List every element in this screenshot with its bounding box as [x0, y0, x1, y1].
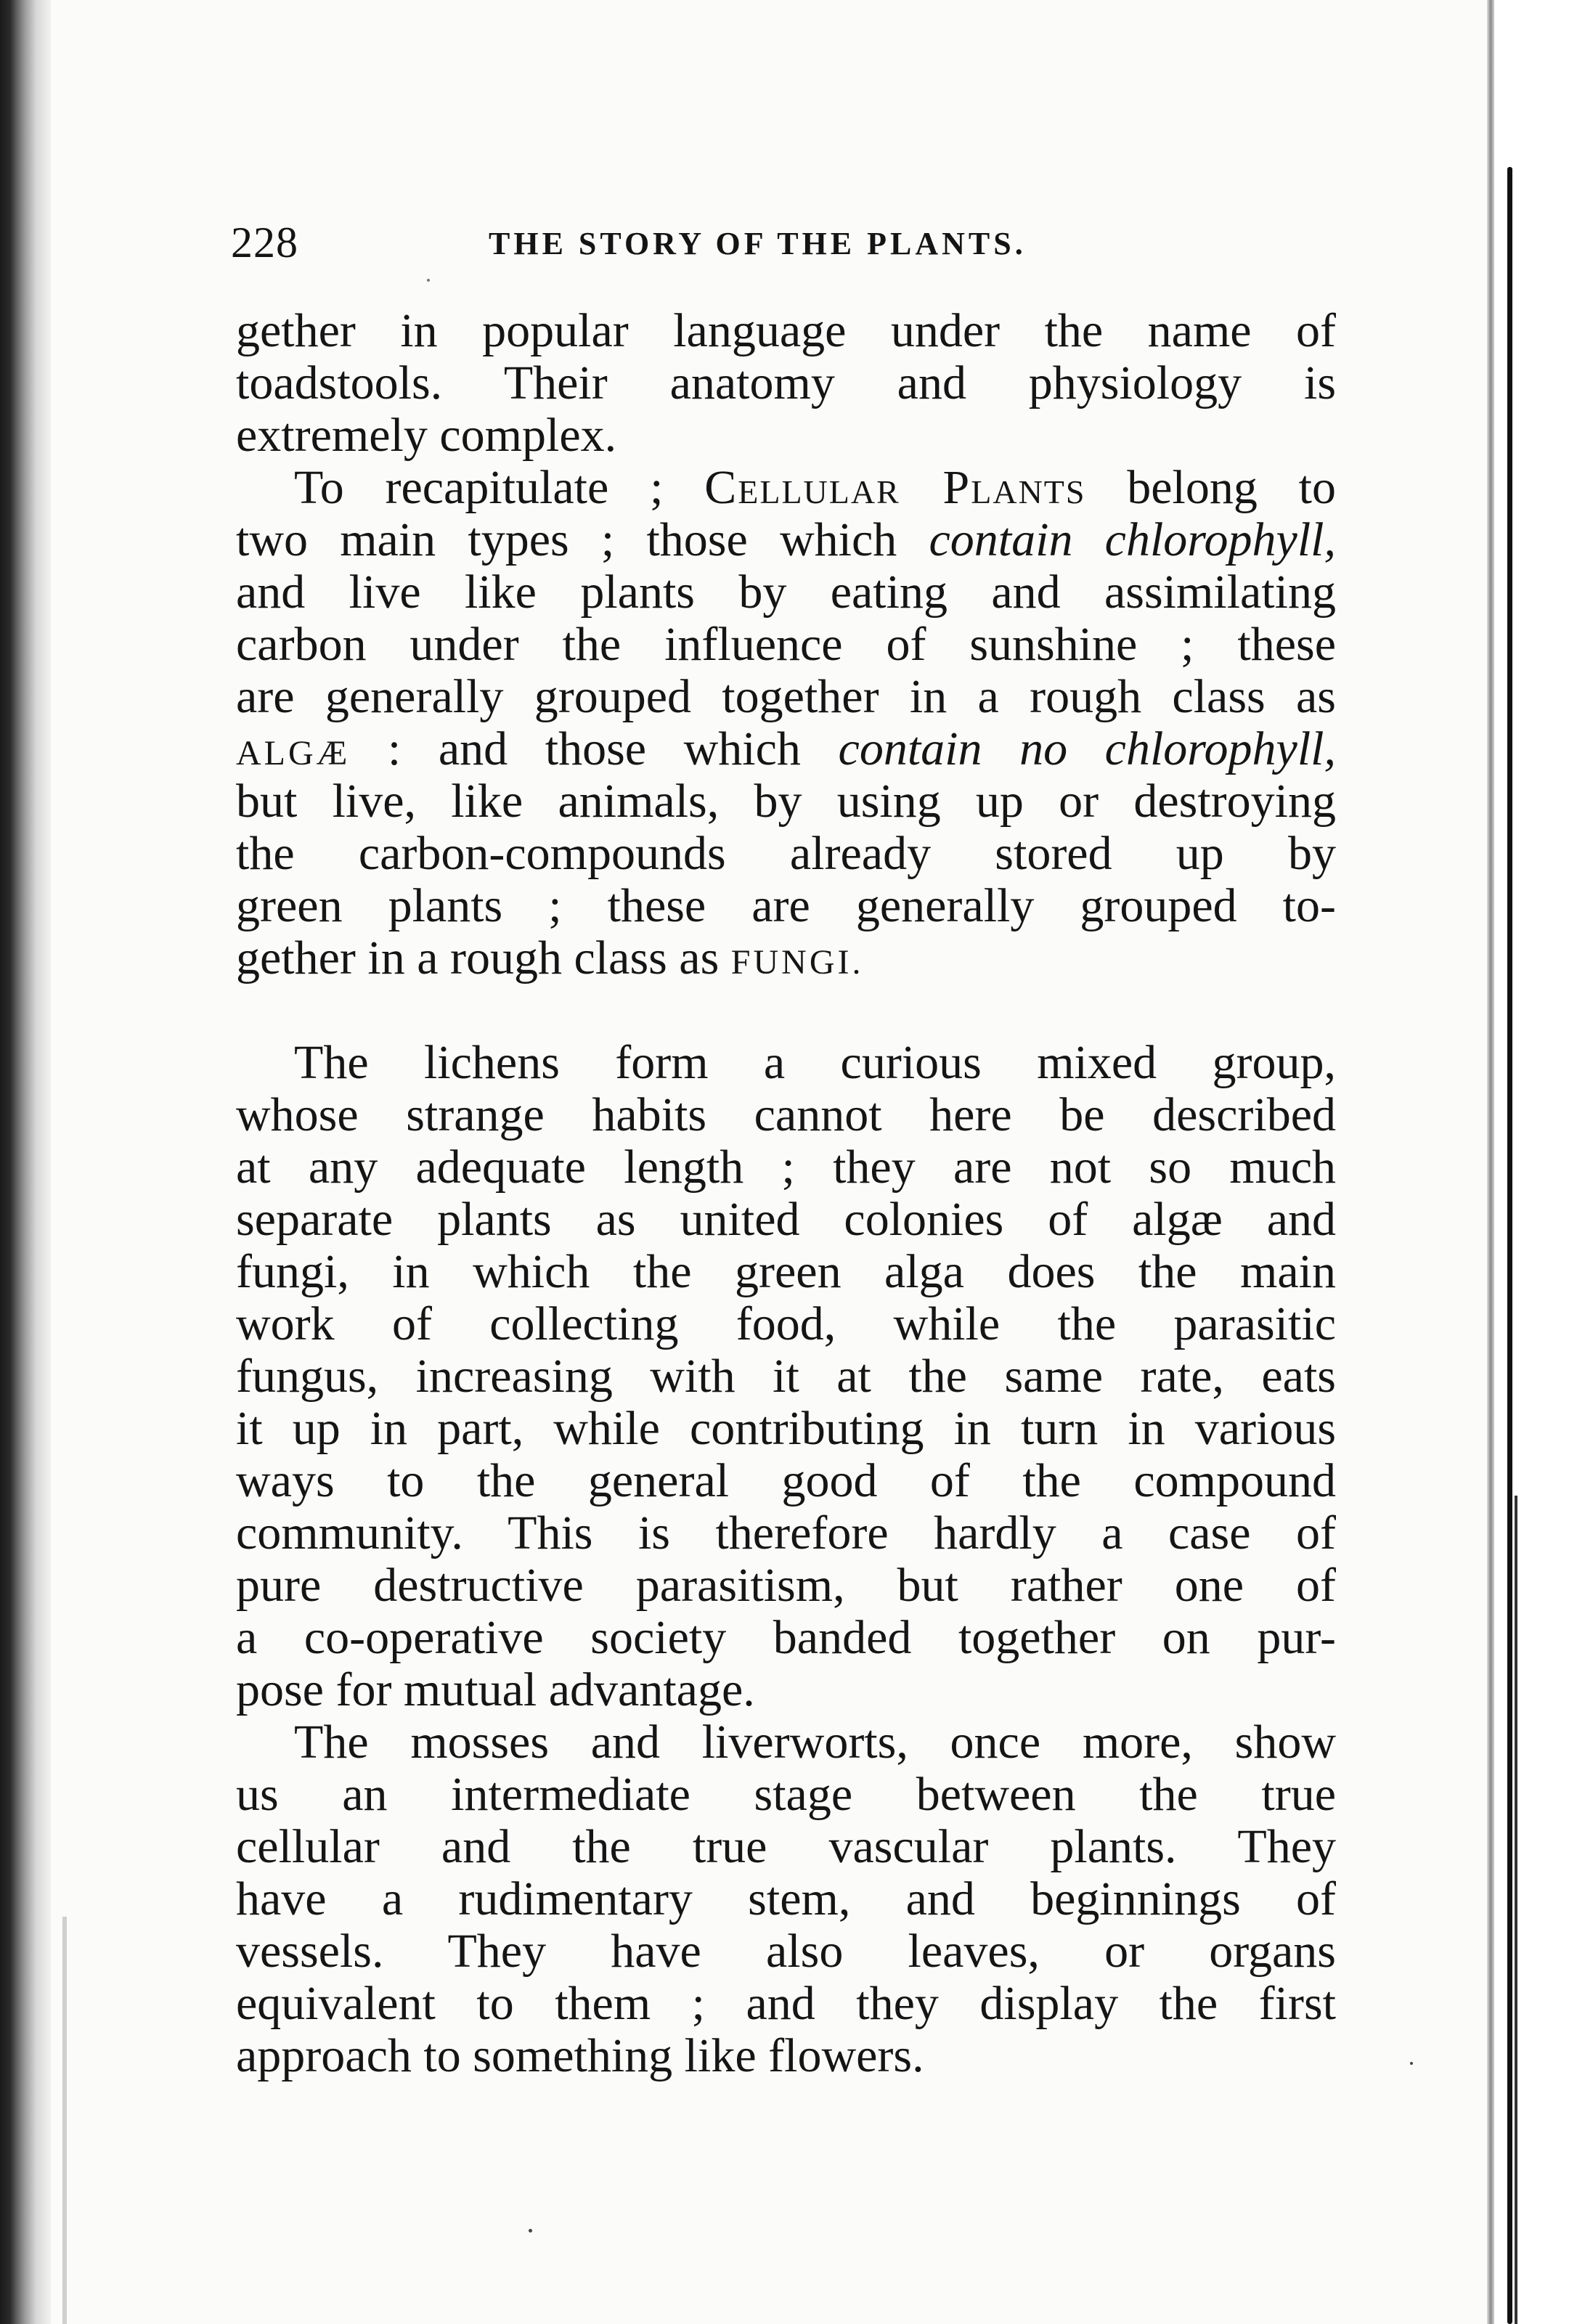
text-line: green plants ; these are generally grouped to-: [236, 879, 1336, 932]
text-line: fungus, increasing with it at the same rate, eats: [236, 1350, 1336, 1403]
text-line: are generally grouped together in a rough class as: [236, 670, 1336, 723]
text-line: ways to the general good of the compound: [236, 1454, 1336, 1507]
page-edge-line: [62, 1917, 67, 2324]
text-run: To recapitulate ;: [294, 461, 664, 514]
running-title: THE STORY OF THE PLANTS.: [489, 226, 1027, 261]
text-line: toadstools. Their anatomy and physiology is: [236, 356, 1336, 409]
italic-term: contain no chlorophyll,: [838, 722, 1337, 775]
small-caps-term: Cellular Plants: [704, 461, 1086, 514]
ink-speck: [427, 279, 430, 282]
text-line: [236, 514, 1336, 566]
small-caps-term: ALGÆ: [236, 734, 351, 772]
binding-edge-left: [0, 0, 51, 2324]
paragraph-gap: [236, 984, 1336, 1037]
text-run: gether in a rough class as: [236, 931, 720, 984]
body-text: [236, 305, 1336, 2082]
text-line: cellular and the true vascular plants. They: [236, 1820, 1336, 1873]
ink-speck: [529, 2229, 532, 2233]
gutter-line: [1507, 167, 1512, 2324]
text-line: approach to something like flowers.: [236, 2029, 924, 2082]
gutter-line-inner: [1515, 1496, 1517, 2324]
text-line: whose strange habits cannot here be described: [236, 1088, 1336, 1141]
text-run: : and those which: [387, 722, 801, 775]
italic-term: contain chlorophyll,: [929, 513, 1337, 566]
text-line: [236, 932, 1336, 984]
text-line: [236, 462, 1336, 514]
text-line: pose for mutual advantage.: [236, 1663, 755, 1716]
text-line: us an intermediate stage between the true: [236, 1768, 1336, 1821]
text-line: separate plants as united colonies of algæ and: [236, 1193, 1336, 1246]
text-run: belong to: [1127, 461, 1337, 514]
text-line: pure destructive parasitism, but rather one of: [236, 1559, 1336, 1612]
text-line: gether in popular language under the name of: [236, 304, 1336, 357]
running-head: [231, 218, 1349, 276]
text-line: a co-operative society banded together on pur-: [236, 1611, 1336, 1664]
text-line: have a rudimentary stem, and beginnings of: [236, 1872, 1336, 1925]
text-line: vessels. They have also leaves, or organs: [236, 1925, 1336, 1978]
text-line: at any adequate length ; they are not so much: [236, 1141, 1336, 1194]
text-line: fungi, in which the green alga does the main: [236, 1245, 1336, 1298]
text-line: The lichens form a curious mixed group,: [294, 1036, 1336, 1089]
text-line: extremely complex.: [236, 409, 617, 462]
text-line: it up in part, while contributing in turn in various: [236, 1402, 1336, 1455]
page-edge-right: [1487, 0, 1494, 2324]
text-line: equivalent to them ; and they display the first: [236, 1977, 1336, 2030]
text-line: The mosses and liverworts, once more, show: [294, 1716, 1336, 1769]
text-line: and live like plants by eating and assimilating: [236, 566, 1336, 619]
page-number: 228: [231, 219, 298, 266]
text-line: [236, 723, 1336, 775]
text-line: community. This is therefore hardly a case of: [236, 1506, 1336, 1559]
text-line: but live, like animals, by using up or destroying: [236, 775, 1336, 828]
ink-speck: [1410, 2062, 1413, 2065]
text-line: work of collecting food, while the parasitic: [236, 1297, 1336, 1350]
small-caps-term: FUNGI.: [730, 943, 864, 982]
text-line: the carbon-compounds already stored up by: [236, 827, 1336, 880]
text-run: two main types ; those which: [236, 513, 897, 566]
text-line: carbon under the influence of sunshine ; these: [236, 618, 1336, 671]
